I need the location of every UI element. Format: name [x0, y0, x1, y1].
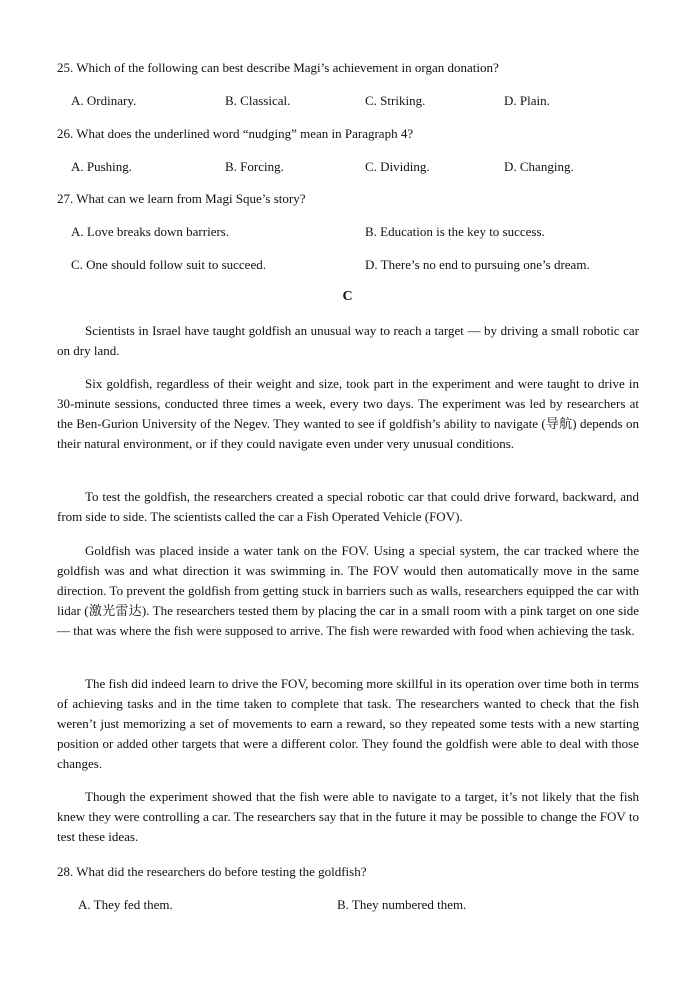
question-26-stem-prefix: 26. What does the underlined word — [57, 126, 243, 141]
passage-paragraph-2: Six goldfish, regardless of their weight and size, took part in the experiment and were taught to drive in 30-minute sessions, conducted three times a week, every two days. The experiment was led by researchers at the Ben-Gurion University of the Negev. They wanted to see if goldfish’s ability to navigate (导航) depends on their natural environment, or if they could navigate even under very unusual conditions. — [57, 376, 639, 451]
passage-paragraph-3: To test the goldfish, the researchers created a special robotic car that could drive forward, backward, and from side to side. The scientists called the car a Fish Operated Vehicle (FOV). — [57, 489, 639, 524]
question-25-stem: 25. Which of the following can best describe Magi’s achievement in organ donation? — [57, 60, 499, 75]
passage-paragraph-6: Though the experiment showed that the fish were able to navigate to a target, it’s not likely that the fish knew they were controlling a car. The researchers say that in the future it may be possible to change the FOV to test these ideas. — [57, 789, 639, 844]
question-25-option-d: D. Plain. — [504, 93, 550, 108]
section-title: C — [342, 289, 353, 304]
question-26-option-b: B. Forcing. — [225, 159, 284, 174]
passage-paragraph-4: Goldfish was placed inside a water tank on the FOV. Using a special system, the car tracked where the goldfish was and what direction it was swimming in. The FOV would then automatically move in the same direction. To prevent the goldfish from getting stuck in barriers such as walls, researchers equipped the car with lidar (激光雷达). The researchers tested them by placing the car in a small room with a pink target on one side — that was where the fish were supposed to arrive. The fish were rewarded with food when achieving the task. — [57, 543, 639, 638]
question-27-stem: 27. What can we learn from Magi Sque’s story? — [57, 191, 306, 206]
question-26-option-c: C. Dividing. — [365, 159, 430, 174]
question-26-option-a: A. Pushing. — [71, 159, 133, 174]
question-26-stem-word: “nudging” — [242, 126, 297, 141]
question-25-option-c: C. Striking. — [365, 93, 426, 108]
question-27-option-d: D. There’s no end to pursuing one’s dream. — [365, 257, 590, 272]
question-28-option-a: A. They fed them. — [78, 897, 173, 912]
question-27-option-b: B. Education is the key to success. — [365, 224, 545, 239]
question-28-stem: 28. What did the researchers do before testing the goldfish? — [57, 864, 367, 879]
question-26-option-d: D. Changing. — [504, 159, 574, 174]
question-25-option-b: B. Classical. — [225, 93, 291, 108]
question-26-stem-suffix: mean in Paragraph 4? — [296, 126, 414, 141]
question-25-option-a: A. Ordinary. — [71, 93, 137, 108]
passage-paragraph-5: The fish did indeed learn to drive the FOV, becoming more skillful in its operation over time both in terms of achieving tasks and in the time taken to complete that task. The researchers wanted to check that the fish weren’t just memorizing a set of movements to earn a reward, so they repeated some tests with a new starting position or added other targets that were a different color. They found the goldfish were able to deal with those changes. — [57, 676, 639, 771]
question-28-option-b: B. They numbered them. — [337, 897, 467, 912]
question-26-stem — [57, 126, 413, 142]
question-27-option-a: A. Love breaks down barriers. — [71, 224, 230, 239]
passage-paragraph-1: Scientists in Israel have taught goldfish an unusual way to reach a target — by driving a small robotic car on dry land. — [57, 323, 639, 358]
question-27-option-c: C. One should follow suit to succeed. — [71, 257, 266, 272]
